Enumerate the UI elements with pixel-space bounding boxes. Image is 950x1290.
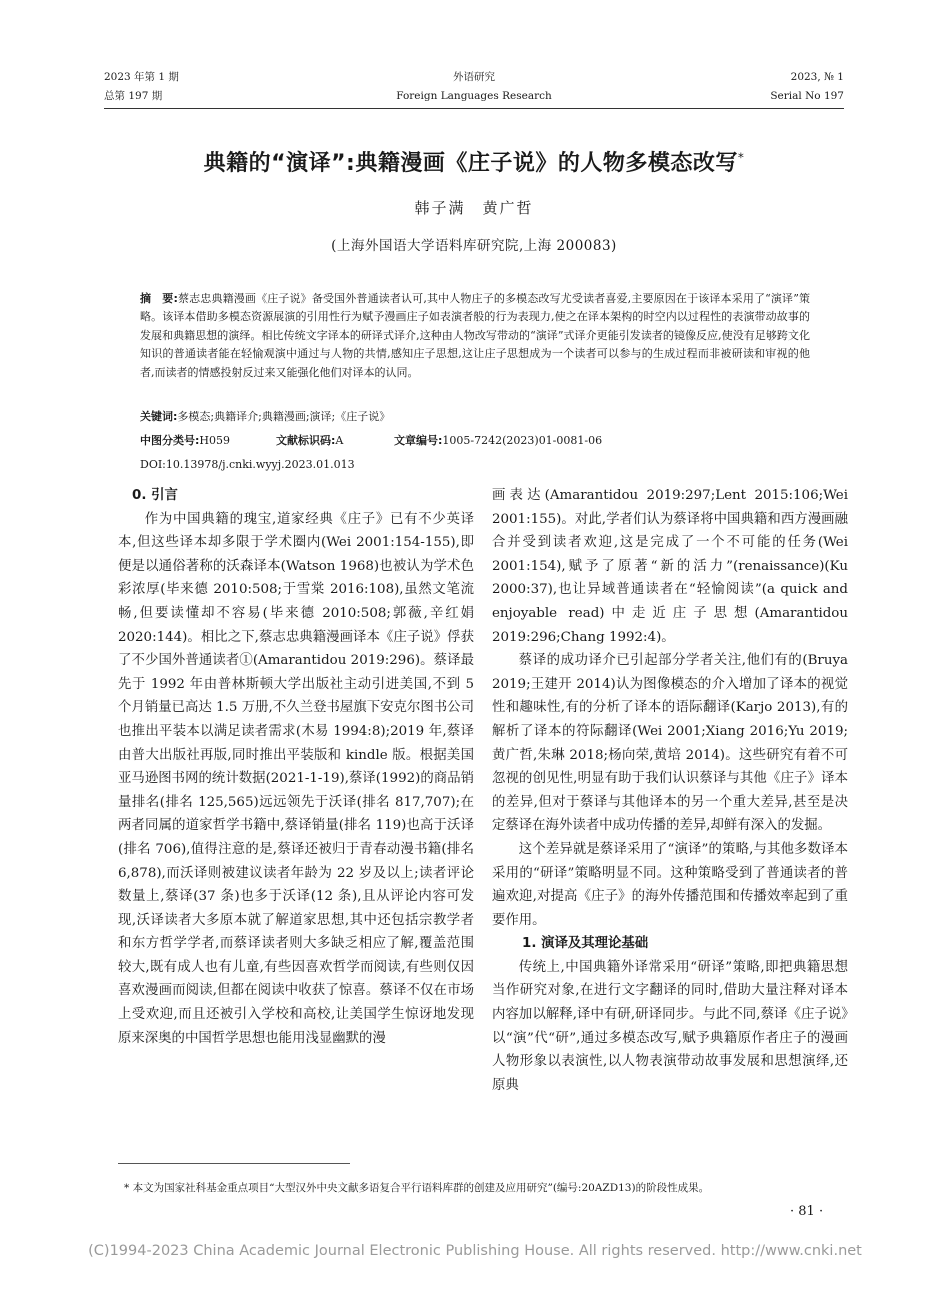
- serial-label: 总第 197 期: [104, 90, 163, 102]
- article-number: 文章编号:1005-7242(2023)01-0081-06: [394, 434, 603, 447]
- keywords-row: [140, 408, 390, 426]
- running-header: [104, 68, 844, 108]
- header-right: [770, 68, 844, 106]
- title-text: 典籍的“演译”:典籍漫画《庄子说》的人物多模态改写: [203, 151, 738, 176]
- journal-name-cn: 外语研究: [453, 71, 495, 83]
- serial-label-en: Serial No 197: [770, 90, 844, 102]
- header-divider: [104, 108, 844, 109]
- authors: 韩子满 黄广哲: [414, 199, 534, 217]
- footnote: * 本文为国家社科基金重点项目“大型汉外中央文献多语复合平行语料库群的创建及应用研究”(编号:20AZD13)的阶段性成果。: [124, 1182, 710, 1194]
- keywords-label: 关键词:: [140, 410, 178, 423]
- issue-label-en: 2023, № 1: [790, 71, 844, 83]
- page-number: · 81 ·: [790, 1204, 824, 1219]
- paragraph: 作为中国典籍的瑰宝,道家经典《庄子》已有不少英译本,但这些译本却多限于学术圈内(Wei 2001:154-155),即便是以通俗著称的沃森译本(Watson 1968)也被认为学术色彩浓厚(毕来德 2010:508;于雪棠 2016:108),虽然文笔流畅,但要读懂却不容易(毕来德 2010:508;郭薇,辛红娟 2020:144)。相比之下,蔡志忠典籍漫画译本《庄子说》俘获了不少国外普通读者①(Amarantidou 2019:296)。蔡译最先于 1992 年由普林斯顿大学出版社主动引进美国,不到 5 个月销量已高达 1.5 万册,不久兰登书屋旗下安克尔图书公司也推出平装本以满足读者需求(木易 1994:8);2019 年,蔡译由普大出版社再版,同时推出平装版和 kindle 版。根据美国亚马逊图书网的统计数据(2021-1-19),蔡译(1992)的商品销量排名(排名 125,565)远远领先于沃译(排名 817,707);在两者同属的道家哲学书籍中,蔡译销量(排名 119)也高于沃译(排名 706),值得注意的是,蔡译还被归于青春动漫书籍(排名 6,878),而沃译则被建议读者年龄为 22 岁及以上;读者评论数量上,蔡译(37 条)也多于沃译(12 条),且从评论内容可发现,沃译读者大多原本就了解道家思想,其中还包括宗教学者和东方哲学学者,而蔡译读者则大多缺乏相应了解,覆盖范围较大,既有成人也有儿童,有些因喜欢哲学而阅读,有些则仅因喜欢漫画而阅读,但都在阅读中收获了惊喜。蔡译不仅在市场上受欢迎,而且还被引入学校和高校,让美国学生惊讶地发现原来深奥的中国哲学思想也能用浅显幽默的漫: [118, 511, 474, 1046]
- paragraph: 画表达(Amarantidou 2019:297;Lent 2015:106;Wei 2001:155)。对此,学者们认为蔡译将中国典籍和西方漫画融合并受到读者欢迎,这是完成了一个不可能的任务(Wei 2001:154),赋予了原著“新的活力”(renaissance)(Ku 2000:37),也让异域普通读者在“轻愉阅读”(a quick and enjoyable read)中走近庄子思想(Amarantidou 2019:296;Chang 1992:4)。: [492, 488, 848, 645]
- copyright-watermark: (C)1994-2023 China Academic Journal Electronic Publishing House. All rights reserved. http://www.cnki.net: [88, 1243, 862, 1259]
- footnote-divider: [118, 1163, 350, 1164]
- journal-name-en: Foreign Languages Research: [396, 90, 552, 102]
- doi: DOI:10.13978/j.cnki.wyyj.2023.01.013: [140, 458, 355, 471]
- issue-label: 2023 年第 1 期: [104, 71, 179, 83]
- clc-code: 中图分类号:H059: [140, 434, 230, 447]
- body-right-column: [492, 484, 848, 1097]
- classification-row: [140, 432, 810, 450]
- header-center: [104, 68, 844, 106]
- body-left-column: [118, 484, 474, 1050]
- keywords-text: 多模态;典籍译介;典籍漫画;演译;《庄子说》: [177, 410, 391, 423]
- title-footnote-mark: *: [737, 150, 745, 165]
- paragraph: 这个差异就是蔡译采用了“演译”的策略,与其他多数译本采用的“研译”策略明显不同。这种策略受到了普通读者的普遍欢迎,对提高《庄子》的海外传播范围和传播效率起到了重要作用。: [492, 841, 848, 928]
- section-heading-introduction: 0. 引言: [132, 488, 178, 503]
- paragraph: 蔡译的成功译介已引起部分学者关注,他们有的(Bruya 2019;王建开 2014)认为图像模态的介入增加了译本的视觉性和趣味性,有的分析了译本的语际翻译(Karjo 2013),有的解析了译本的符际翻译(Wei 2001;Xiang 2016;Yu 2019;黄广哲,朱琳 2018;杨向荣,黄培 2014)。这些研究有着不可忽视的创见性,明显有助于我们认识蔡译与其他《庄子》译本的差异,但对于蔡译与其他译本的另一个重大差异,甚至是决定蔡译在海外读者中成功传播的差异,却鲜有深入的发掘。: [492, 653, 848, 834]
- affiliation: (上海外国语大学语料库研究院,上海 200083): [331, 238, 617, 254]
- abstract-label: 摘 要:: [140, 292, 178, 305]
- section-heading-theory: 1. 演译及其理论基础: [522, 936, 649, 952]
- abstract: [140, 290, 810, 382]
- article-title: [104, 146, 844, 177]
- document-code: 文献标识码:A: [276, 434, 344, 447]
- paragraph: 传统上,中国典籍外译常采用“研译”策略,即把典籍思想当作研究对象,在进行文字翻译的同时,借助大量注释对译本内容加以解释,译中有研,研译同步。与此不同,蔡译《庄子说》以“演”代“研”,通过多模态改写,赋予典籍原作者庄子的漫画人物形象以表演性,以人物表演带动故事发展和思想演绎,还原典: [492, 959, 848, 1093]
- abstract-text: 蔡志忠典籍漫画《庄子说》备受国外普通读者认可,其中人物庄子的多模态改写尤受读者喜爱,主要原因在于该译本采用了“演译”策略。该译本借助多模态资源展演的引用性行为赋予漫画庄子如表演者般的行为表现力,使之在译本架构的时空内以过程性的表演带动故事的发展和典籍思想的演绎。相比传统文字译本的研译式译介,这种由人物改写带动的“演译”式译介更能引发读者的镜像反应,使没有足够跨文化知识的普通读者能在轻愉观演中通过与人物的共情,感知庄子思想,这让庄子思想成为一个读者可以参与的生成过程而非被研读和审视的他者,而读者的情感投射反过来又能强化他们对译本的认同。: [140, 292, 810, 379]
